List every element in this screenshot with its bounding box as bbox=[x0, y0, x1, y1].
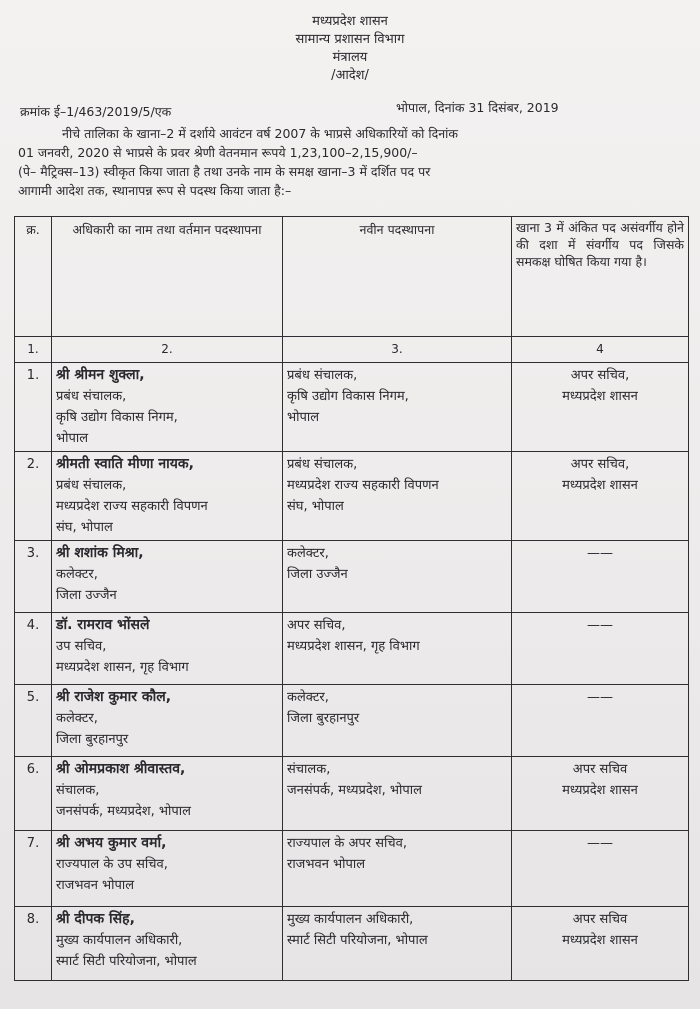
current-posting-line: संघ, भोपाल bbox=[56, 520, 113, 535]
current-posting-line: भोपाल bbox=[56, 431, 89, 446]
equivalent-post-line: मध्यप्रदेश शासन bbox=[562, 783, 638, 798]
new-posting-line: मध्यप्रदेश राज्य सहकारी विपणन bbox=[287, 478, 439, 493]
row-sn: 8. bbox=[15, 907, 52, 981]
officer-name: श्री दीपक सिंह, bbox=[56, 911, 135, 927]
row-sn: 6. bbox=[15, 757, 52, 831]
secretariat-heading: मंत्रालय bbox=[332, 50, 368, 65]
equivalent-post-cell bbox=[512, 685, 689, 757]
table-row bbox=[15, 831, 689, 907]
row-sn: 7. bbox=[15, 831, 52, 907]
intro-line: 01 जनवरी, 2020 से भाप्रसे के प्रवर श्रेणी वेतनमान रूपये 1,23,100–2,15,900/– bbox=[18, 145, 418, 160]
header-sn: क्र. bbox=[15, 217, 52, 337]
col-num-4: 4 bbox=[512, 337, 689, 363]
officer-cell bbox=[52, 831, 283, 907]
new-posting-line: जिला बुरहानपुर bbox=[287, 711, 360, 726]
equivalent-post-line: —— bbox=[587, 690, 613, 705]
officer-name: डॉ. रामराव भोंसले bbox=[56, 617, 150, 633]
new-posting-line: जिला उज्जैन bbox=[287, 567, 348, 582]
equivalent-post-cell bbox=[512, 452, 689, 541]
equivalent-post-cell bbox=[512, 907, 689, 981]
current-posting-line: उप सचिव, bbox=[56, 639, 107, 654]
officer-cell bbox=[52, 613, 283, 685]
current-posting-line: राज्यपाल के उप सचिव, bbox=[56, 857, 168, 872]
order-heading: /आदेश/ bbox=[331, 68, 369, 83]
posting-table bbox=[14, 216, 689, 981]
table-header-row bbox=[15, 217, 689, 337]
intro-line: आगामी आदेश तक, स्थानापन्न रूप से पदस्थ किया जाता है:– bbox=[18, 183, 292, 198]
table-row bbox=[15, 757, 689, 831]
row-sn: 5. bbox=[15, 685, 52, 757]
table-row bbox=[15, 452, 689, 541]
new-posting-line: स्मार्ट सिटी परियोजना, भोपाल bbox=[287, 933, 428, 948]
new-posting-line: संचालक, bbox=[287, 762, 331, 777]
row-sn: 4. bbox=[15, 613, 52, 685]
new-posting-cell bbox=[283, 363, 512, 452]
new-posting-line: राज्यपाल के अपर सचिव, bbox=[287, 836, 408, 851]
new-posting-line: कलेक्टर, bbox=[287, 690, 329, 705]
header-equivalent-post: खाना 3 में अंकित पद असंवर्गीय होने की दशा में संवर्गीय पद जिसके समकक्ष घोषित किया गया है। bbox=[512, 217, 689, 337]
equivalent-post-cell bbox=[512, 541, 689, 613]
officer-name: श्री ओमप्रकाश श्रीवास्तव, bbox=[56, 761, 186, 777]
equivalent-post-line: —— bbox=[587, 546, 613, 561]
new-posting-line: जनसंपर्क, मध्यप्रदेश, भोपाल bbox=[287, 783, 422, 798]
equivalent-post-cell bbox=[512, 613, 689, 685]
col-num-1: 1. bbox=[15, 337, 52, 363]
equivalent-post-line: अपर सचिव bbox=[572, 762, 628, 777]
equivalent-post-line: मध्यप्रदेश शासन bbox=[562, 478, 638, 493]
intro-line: (पे– मैट्रिक्स–13) स्वीकृत किया जाता है तथा उनके नाम के समक्ष खाना–3 में दर्शित पद पर bbox=[18, 164, 431, 179]
new-posting-cell bbox=[283, 757, 512, 831]
current-posting-line: कलेक्टर, bbox=[56, 711, 98, 726]
table-row bbox=[15, 685, 689, 757]
officer-cell bbox=[52, 907, 283, 981]
current-posting-line: मध्यप्रदेश राज्य सहकारी विपणन bbox=[56, 499, 208, 514]
new-posting-line: प्रबंध संचालक, bbox=[287, 368, 358, 383]
equivalent-post-line: मध्यप्रदेश शासन bbox=[562, 389, 638, 404]
row-sn: 3. bbox=[15, 541, 52, 613]
table-row bbox=[15, 613, 689, 685]
officer-cell bbox=[52, 685, 283, 757]
officer-name: श्री अभय कुमार वर्मा, bbox=[56, 835, 167, 851]
current-posting-line: प्रबंध संचालक, bbox=[56, 389, 127, 404]
current-posting-line: जिला उज्जैन bbox=[56, 588, 117, 603]
intro-line: नीचे तालिका के खाना–2 में दर्शाये आवंटन वर्ष 2007 के भाप्रसे अधिकारियों को दिनांक bbox=[62, 126, 458, 141]
officer-cell bbox=[52, 757, 283, 831]
current-posting-line: संचालक, bbox=[56, 783, 100, 798]
new-posting-line: राजभवन भोपाल bbox=[287, 857, 366, 872]
column-number-row bbox=[15, 337, 689, 363]
current-posting-line: कृषि उद्योग विकास निगम, bbox=[56, 410, 178, 425]
department-heading: सामान्य प्रशासन विभाग bbox=[295, 32, 405, 47]
current-posting-line: प्रबंध संचालक, bbox=[56, 478, 127, 493]
new-posting-cell bbox=[283, 831, 512, 907]
govt-heading: मध्यप्रदेश शासन bbox=[312, 14, 388, 29]
equivalent-post-line: —— bbox=[587, 836, 613, 851]
current-posting-line: जनसंपर्क, मध्यप्रदेश, भोपाल bbox=[56, 804, 191, 819]
current-posting-line: मध्यप्रदेश शासन, गृह विभाग bbox=[56, 660, 189, 675]
new-posting-line: भोपाल bbox=[287, 410, 320, 425]
new-posting-line: अपर सचिव, bbox=[287, 618, 346, 633]
header-new-posting: नवीन पदस्थापना bbox=[283, 217, 512, 337]
officer-name: श्री राजेश कुमार कौल, bbox=[56, 689, 172, 705]
equivalent-post-line: अपर सचिव, bbox=[570, 457, 630, 472]
equivalent-post-line: अपर सचिव, bbox=[570, 368, 630, 383]
new-posting-line: मध्यप्रदेश शासन, गृह विभाग bbox=[287, 639, 420, 654]
equivalent-post-line: अपर सचिव bbox=[572, 912, 628, 927]
new-posting-line: प्रबंध संचालक, bbox=[287, 457, 358, 472]
new-posting-cell bbox=[283, 685, 512, 757]
equivalent-post-cell bbox=[512, 757, 689, 831]
current-posting-line: स्मार्ट सिटी परियोजना, भोपाल bbox=[56, 954, 197, 969]
equivalent-post-cell bbox=[512, 363, 689, 452]
row-sn: 1. bbox=[15, 363, 52, 452]
equivalent-post-line: मध्यप्रदेश शासन bbox=[562, 933, 638, 948]
officer-cell bbox=[52, 452, 283, 541]
header-officer: अधिकारी का नाम तथा वर्तमान पदस्थापना bbox=[52, 217, 283, 337]
new-posting-cell bbox=[283, 452, 512, 541]
officer-name: श्री शशांक मिश्रा, bbox=[56, 545, 144, 561]
equivalent-post-cell bbox=[512, 831, 689, 907]
officer-cell bbox=[52, 363, 283, 452]
current-posting-line: कलेक्टर, bbox=[56, 567, 98, 582]
current-posting-line: जिला बुरहानपुर bbox=[56, 732, 129, 747]
new-posting-line: कलेक्टर, bbox=[287, 546, 329, 561]
table-row bbox=[15, 541, 689, 613]
table-row bbox=[15, 363, 689, 452]
new-posting-cell bbox=[283, 541, 512, 613]
new-posting-line: कृषि उद्योग विकास निगम, bbox=[287, 389, 409, 404]
new-posting-line: संघ, भोपाल bbox=[287, 499, 344, 514]
place-date: भोपाल, दिनांक 31 दिसंबर, 2019 bbox=[396, 100, 559, 115]
officer-name: श्रीमती स्वाति मीणा नायक, bbox=[56, 456, 194, 472]
order-number: क्रमांक ई–1/463/2019/5/एक bbox=[20, 104, 172, 119]
equivalent-post-line: —— bbox=[587, 618, 613, 633]
new-posting-line: मुख्य कार्यपालन अधिकारी, bbox=[287, 912, 414, 927]
col-num-2: 2. bbox=[52, 337, 283, 363]
new-posting-cell bbox=[283, 907, 512, 981]
officer-name: श्री श्रीमन शुक्ला, bbox=[56, 367, 145, 383]
current-posting-line: मुख्य कार्यपालन अधिकारी, bbox=[56, 933, 183, 948]
officer-cell bbox=[52, 541, 283, 613]
current-posting-line: राजभवन भोपाल bbox=[56, 878, 135, 893]
new-posting-cell bbox=[283, 613, 512, 685]
col-num-3: 3. bbox=[283, 337, 512, 363]
intro-paragraph bbox=[18, 124, 640, 200]
row-sn: 2. bbox=[15, 452, 52, 541]
table-row bbox=[15, 907, 689, 981]
